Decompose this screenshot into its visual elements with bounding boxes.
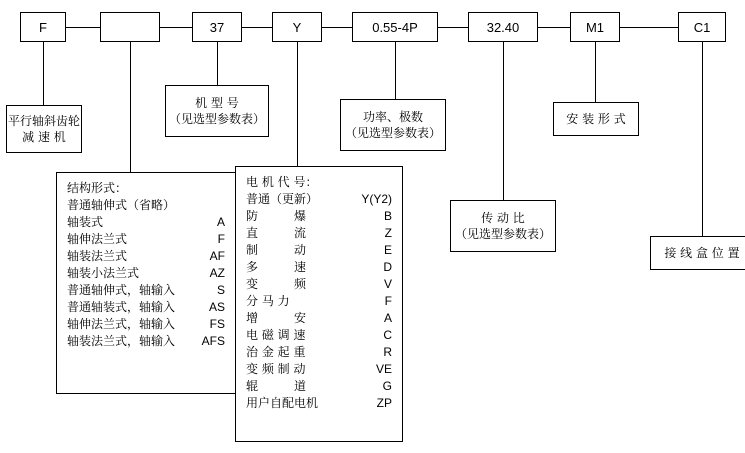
motor-item-label: 治 金 起 重 — [246, 345, 306, 359]
structure-item-code: AS — [208, 300, 225, 314]
motor-item-code: E — [383, 243, 392, 257]
structure-item-label: 轴伸法兰式 — [67, 232, 128, 246]
list-item — [246, 361, 392, 378]
list-item — [67, 299, 225, 316]
list-item — [246, 293, 392, 310]
connector-dash-3 — [242, 27, 272, 28]
leader-line-terminal — [702, 42, 703, 236]
leader-line-motor — [297, 42, 298, 170]
callout-model-line2: （见选型参数表） — [169, 112, 266, 126]
structure-item-code: AF — [209, 249, 225, 263]
list-item — [67, 197, 225, 214]
connector-dash-7 — [620, 27, 678, 28]
callout-power-line2: （见选型参数表） — [345, 126, 442, 140]
structure-item-code: F — [217, 232, 225, 246]
structure-list — [67, 197, 225, 350]
motor-item-label: 直 流 — [246, 226, 307, 240]
structure-item-code: S — [216, 283, 225, 297]
leader-line-power — [395, 42, 396, 99]
motor-item-label: 分 马 力 — [246, 294, 290, 308]
callout-power-line1: 功率、极数 — [362, 110, 423, 124]
connector-dash-1 — [66, 27, 100, 28]
code-box-terminal — [678, 12, 726, 42]
structure-item-label: 普通轴装式，轴输入 — [67, 300, 176, 314]
motor-item-label: 变 频 制 动 — [246, 362, 306, 376]
motor-item-label: 增 安 — [246, 311, 307, 325]
code-box-power — [352, 12, 438, 42]
connector-dash-6 — [538, 27, 570, 28]
structure-item-label: 普通轴伸式（省略） — [67, 198, 176, 212]
list-item — [246, 208, 392, 225]
list-item — [246, 344, 392, 361]
list-item — [246, 259, 392, 276]
motor-item-code: G — [382, 379, 392, 393]
code-box-mounting-label: M1 — [585, 19, 605, 35]
structure-item-code: FS — [209, 317, 225, 331]
list-item — [67, 231, 225, 248]
connector-dash-5 — [438, 27, 468, 28]
structure-item-label: 轴装式 — [67, 215, 104, 229]
callout-structure-panel — [56, 172, 236, 394]
callout-terminal — [650, 236, 745, 270]
motor-list — [246, 191, 392, 412]
code-box-mounting — [570, 12, 620, 42]
list-item — [67, 333, 225, 350]
code-box-model-label: 37 — [209, 19, 225, 35]
code-box-series — [20, 12, 66, 42]
structure-title: 结构形式： — [67, 181, 128, 195]
callout-model-line1: 机 型 号 — [195, 96, 239, 110]
structure-item-label: 普通轴伸式，轴输入 — [67, 283, 176, 297]
motor-item-code: B — [383, 209, 392, 223]
callout-mounting-line1: 安 装 形 式 — [566, 112, 626, 126]
list-item — [246, 191, 392, 208]
motor-item-label: 制 动 — [246, 243, 307, 257]
motor-item-label: 多 速 — [246, 260, 307, 274]
code-box-ratio-label: 32.40 — [486, 19, 520, 35]
motor-item-label: 电 磁 调 速 — [246, 328, 306, 342]
callout-ratio-line1: 传 动 比 — [481, 211, 525, 225]
list-item — [246, 242, 392, 259]
callout-ratio — [450, 200, 556, 252]
list-item — [246, 225, 392, 242]
leader-line-mounting — [595, 42, 596, 102]
list-item — [246, 327, 392, 344]
callout-model — [165, 85, 269, 137]
list-item — [246, 378, 392, 395]
connector-dash-2 — [160, 27, 192, 28]
motor-item-label: 防 爆 — [246, 209, 307, 223]
list-item — [246, 310, 392, 327]
motor-item-label: 变 频 — [246, 277, 307, 291]
list-item — [67, 282, 225, 299]
leader-line-ratio — [503, 42, 504, 200]
motor-item-label: 用户自配电机 — [246, 396, 319, 410]
motor-item-code: VE — [375, 362, 392, 376]
motor-title: 电 机 代 号： — [246, 175, 318, 189]
code-box-power-label: 0.55-4P — [372, 19, 418, 35]
code-box-motor — [272, 12, 322, 42]
motor-item-code: R — [383, 345, 392, 359]
code-box-series-label: F — [39, 19, 47, 35]
motor-item-label: 普通（更新） — [246, 192, 319, 206]
structure-item-code: AZ — [209, 266, 225, 280]
callout-series-line2: 减 速 机 — [22, 130, 66, 144]
list-item — [246, 395, 392, 412]
structure-item-label: 轴伸法兰式，轴输入 — [67, 317, 176, 331]
motor-item-code: Y(Y2) — [361, 192, 392, 206]
connector-dash-4 — [322, 27, 352, 28]
structure-item-label: 轴装小法兰式 — [67, 266, 140, 280]
callout-series — [6, 105, 82, 153]
motor-item-code: A — [383, 311, 392, 325]
motor-item-code: F — [384, 294, 392, 308]
list-item — [67, 248, 225, 265]
motor-item-code: D — [383, 260, 392, 274]
leader-line-series — [43, 42, 44, 105]
motor-item-code: V — [383, 277, 392, 291]
callout-terminal-line1: 接 线 盒 位 置 — [664, 246, 740, 260]
structure-item-code — [215, 197, 225, 214]
callout-mounting — [553, 102, 639, 136]
code-box-ratio — [468, 12, 538, 42]
code-box-motor-label: Y — [292, 19, 302, 35]
list-item — [67, 214, 225, 231]
structure-item-code: AFS — [201, 334, 225, 348]
leader-line-structure — [130, 42, 131, 175]
callout-ratio-line2: （见选型参数表） — [455, 227, 552, 241]
callout-power — [340, 99, 446, 151]
motor-item-code: ZP — [376, 396, 392, 410]
code-box-terminal-label: C1 — [693, 19, 711, 35]
code-box-model — [192, 12, 242, 42]
structure-item-label: 轴装法兰式，轴输入 — [67, 334, 176, 348]
structure-item-label: 轴装法兰式 — [67, 249, 128, 263]
motor-item-label: 辊 道 — [246, 379, 307, 393]
list-item — [246, 276, 392, 293]
motor-item-code: Z — [384, 226, 392, 240]
motor-item-code: C — [383, 328, 392, 342]
list-item — [67, 316, 225, 333]
code-box-structure — [100, 12, 160, 42]
callout-series-line1: 平行轴斜齿轮 — [8, 114, 81, 128]
list-item — [67, 265, 225, 282]
structure-item-code: A — [216, 215, 225, 229]
leader-line-model — [217, 42, 218, 85]
callout-motor-panel — [235, 166, 403, 442]
